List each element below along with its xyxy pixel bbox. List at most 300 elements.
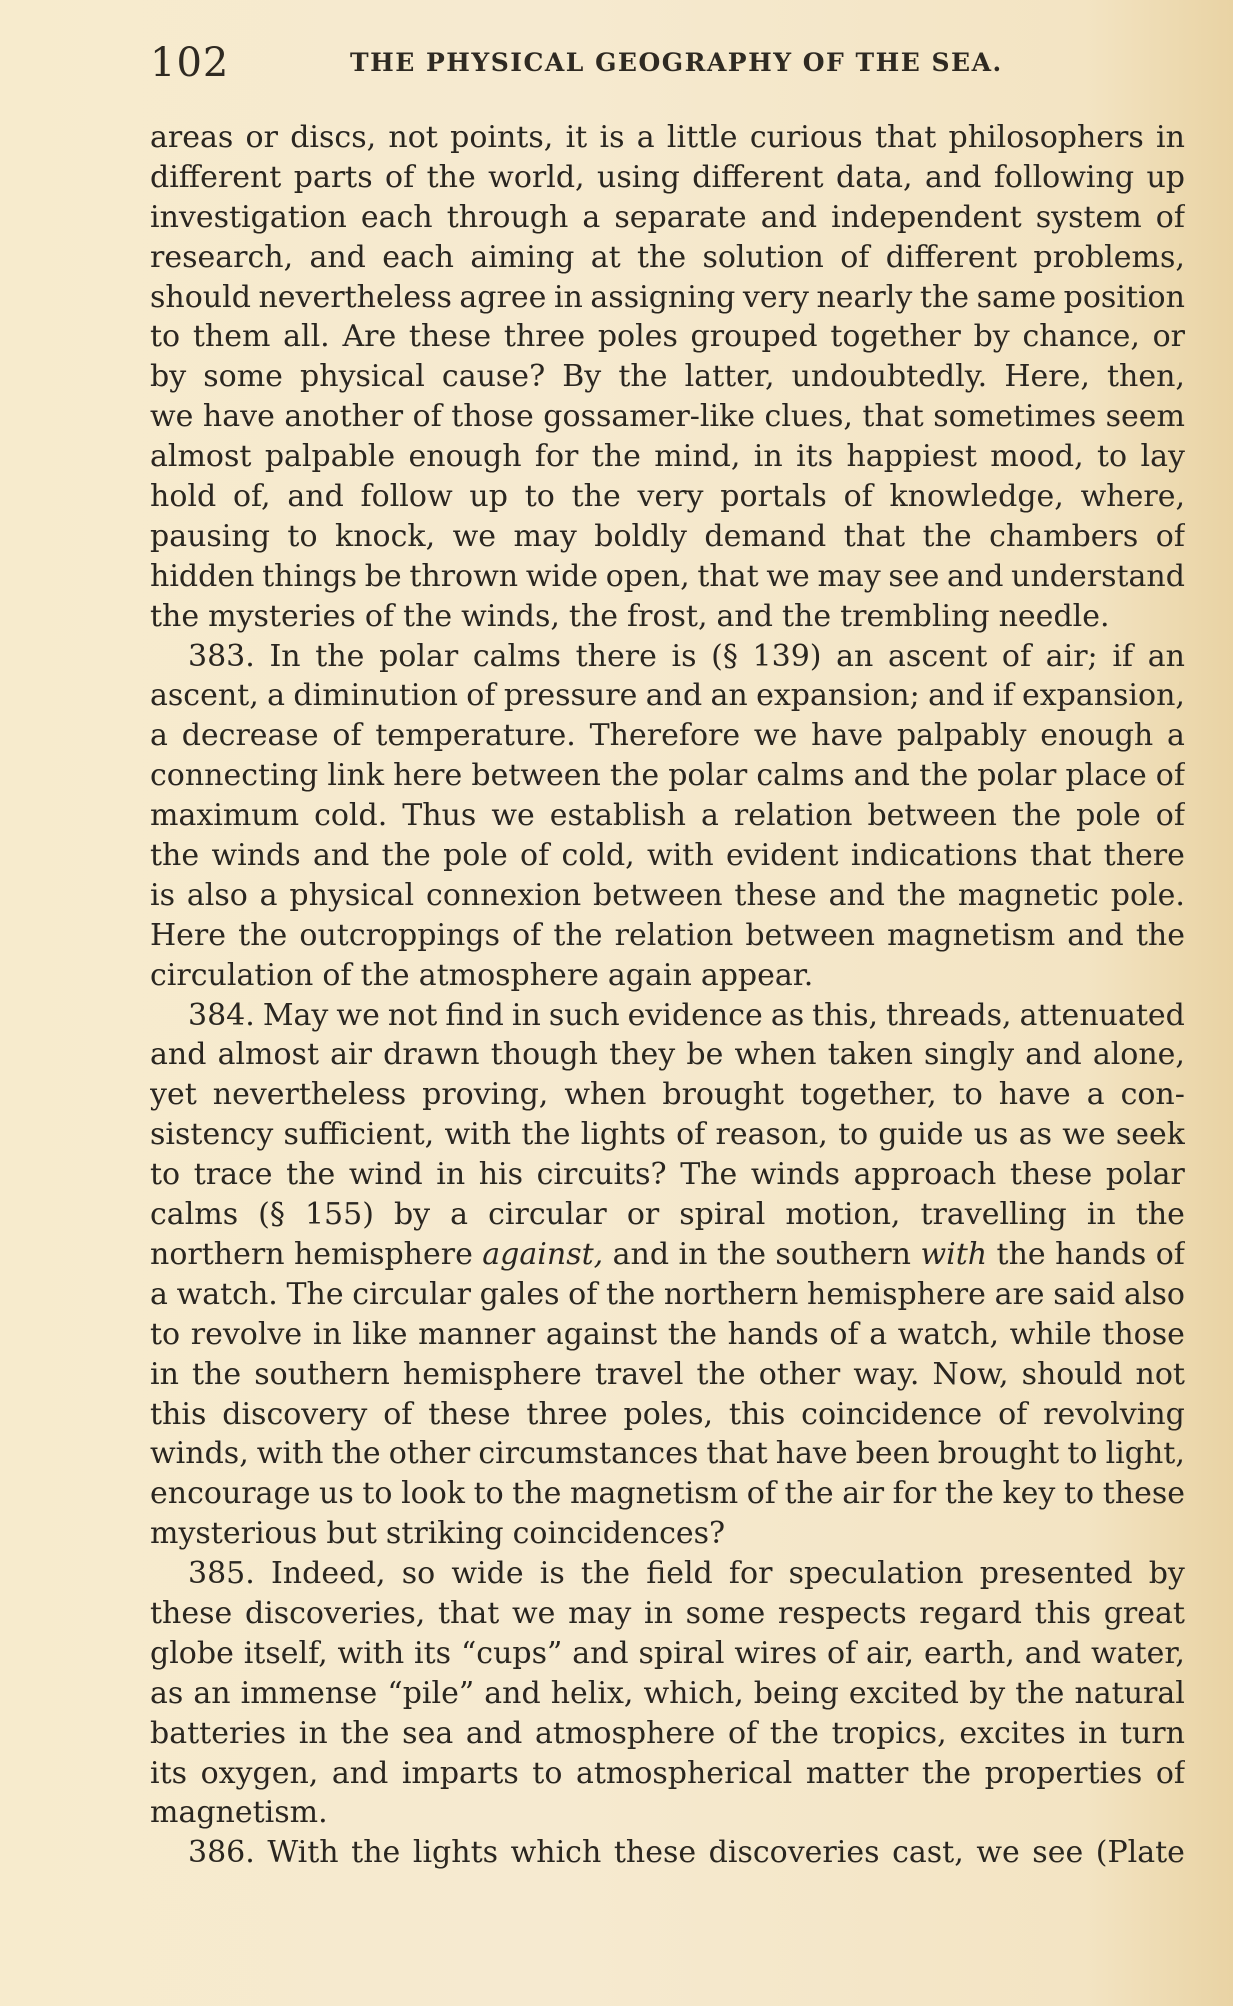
word: agree: [459, 279, 547, 315]
word: threads,: [886, 997, 1012, 1033]
word: the: [192, 1356, 242, 1392]
word: sea: [402, 1715, 454, 1751]
word: these: [428, 1396, 511, 1432]
word: expansion;: [756, 678, 920, 714]
word: an: [836, 638, 874, 674]
word: trace: [193, 1157, 273, 1193]
word: in: [753, 439, 783, 475]
word: its: [796, 439, 834, 475]
word: and: [760, 199, 818, 235]
word: us: [973, 1117, 1009, 1153]
word: and: [947, 558, 1004, 594]
word: we: [976, 1835, 1020, 1871]
word: open,: [605, 558, 690, 594]
word: imparts: [401, 1755, 519, 1791]
word: encourage: [150, 1476, 311, 1512]
word: mysterious: [150, 1516, 318, 1552]
word: that: [843, 518, 906, 554]
word: circular: [488, 1197, 607, 1233]
word: the: [580, 1556, 631, 1592]
word: the: [1015, 1675, 1065, 1711]
word: earth,: [923, 1635, 1015, 1671]
word: cast,: [892, 1835, 964, 1871]
text-line: [150, 198, 1185, 238]
word: attenuated: [1019, 997, 1185, 1033]
word: the: [618, 359, 668, 395]
word: have: [998, 1077, 1071, 1113]
word: nevertheless: [258, 279, 452, 315]
word: hidden: [150, 558, 255, 594]
word: in: [1086, 1197, 1116, 1233]
word: Are: [342, 319, 397, 355]
word: air: [330, 1037, 372, 1073]
word: here: [393, 758, 463, 794]
word: the: [922, 518, 972, 554]
word: and: [287, 479, 344, 515]
word: then,: [1106, 359, 1185, 395]
word: is: [150, 877, 175, 913]
word: the: [381, 838, 431, 874]
word: to: [473, 1476, 504, 1512]
word: follow: [360, 479, 453, 515]
word: poles: [597, 319, 678, 355]
word: in: [1156, 120, 1185, 155]
word: winds: [750, 1157, 841, 1193]
text-line: [150, 1315, 1185, 1355]
word: being: [753, 1675, 839, 1711]
word: polar: [1105, 1157, 1185, 1193]
word: and: [1067, 917, 1124, 953]
word: at: [590, 239, 621, 275]
word: separate: [614, 199, 747, 235]
word: of: [1155, 518, 1185, 554]
word: the: [568, 598, 619, 634]
word: wide: [451, 1556, 524, 1592]
word: discoveries: [708, 1835, 880, 1871]
word: together,: [799, 1077, 937, 1113]
word: 155): [304, 1197, 374, 1233]
running-title: THE PHYSICAL GEOGRAPHY OF THE SEA.: [350, 48, 1003, 77]
word: of: [840, 239, 870, 275]
word: the: [286, 1157, 336, 1193]
word: world,: [488, 159, 585, 195]
word: pole.: [1110, 877, 1185, 913]
word: place: [1065, 758, 1147, 794]
word: problems,: [1033, 239, 1185, 275]
word: magnetism: [570, 1476, 739, 1512]
word: there: [575, 638, 657, 674]
word: The: [286, 1276, 344, 1312]
word: said: [1053, 1276, 1116, 1312]
word: in: [312, 1316, 342, 1352]
word: of: [512, 917, 542, 953]
italic-word: with: [920, 1236, 988, 1272]
word: ascent: [888, 638, 988, 674]
word: Now,: [932, 1356, 1009, 1392]
word: the: [919, 279, 970, 315]
word: or: [245, 120, 278, 155]
word: lights: [580, 1117, 666, 1153]
word: the: [769, 1715, 819, 1751]
word: polar: [977, 758, 1057, 794]
word: as: [150, 1675, 184, 1711]
word: Here: [150, 917, 227, 953]
word: so: [401, 1556, 436, 1592]
word: and: [150, 1037, 207, 1073]
word: together: [830, 319, 961, 355]
word: circumstances: [478, 1436, 699, 1472]
word: and: [331, 1755, 389, 1791]
word: if: [1112, 638, 1134, 674]
word: a: [267, 678, 286, 714]
word: very: [637, 479, 704, 515]
word: to: [150, 1157, 181, 1193]
word: mysteries: [208, 598, 356, 634]
word: up: [469, 479, 508, 515]
word: a: [150, 1276, 168, 1312]
text-line: [150, 676, 1185, 716]
word: northern: [150, 1236, 285, 1272]
word: wires: [734, 1635, 818, 1671]
word: we: [766, 558, 810, 594]
word: and: [484, 1675, 541, 1711]
word: this: [1034, 1595, 1092, 1631]
word: demand: [704, 518, 827, 554]
word: excited: [848, 1675, 960, 1711]
word: relation: [733, 798, 853, 834]
word: an: [1147, 638, 1185, 674]
word: evident: [725, 838, 839, 874]
word: the: [553, 917, 603, 953]
word: these: [408, 319, 492, 355]
word: ascent,: [150, 678, 259, 714]
word: chance,: [1022, 319, 1140, 355]
word: physical: [300, 359, 425, 395]
body-text: [150, 118, 1185, 1873]
word: the: [1135, 917, 1185, 953]
word: for: [534, 439, 579, 475]
word: different: [692, 159, 824, 195]
word: sufficient,: [283, 1117, 435, 1153]
word: not: [387, 997, 438, 1033]
word: to: [952, 1077, 983, 1113]
word: coincidences?: [512, 1516, 726, 1552]
word: way.: [853, 1356, 920, 1392]
word: atmosphere: [535, 1715, 716, 1751]
word: 386.: [188, 1835, 255, 1871]
text-line: [150, 996, 1185, 1036]
word: again: [607, 957, 692, 993]
word: the: [340, 1715, 390, 1751]
text-line: [150, 1195, 1185, 1235]
word: the: [784, 1476, 834, 1512]
word: some: [685, 1595, 766, 1631]
word: different: [885, 239, 1018, 275]
word: these: [1009, 1157, 1093, 1193]
word: the: [696, 1356, 746, 1392]
word: the: [919, 758, 969, 794]
text-line: [150, 118, 1185, 158]
word: between: [867, 798, 997, 834]
word: watch.: [176, 1276, 278, 1312]
word: cause?: [441, 359, 546, 395]
word: that: [437, 1595, 500, 1631]
word: through: [446, 199, 569, 235]
word: and: [1024, 1635, 1082, 1671]
text-line: [150, 1115, 1185, 1155]
word: curious: [749, 120, 863, 155]
word: sistency: [150, 1117, 274, 1153]
text-line: [150, 637, 1185, 677]
word: things: [262, 558, 357, 594]
word: them: [192, 319, 271, 355]
word: though: [490, 1037, 598, 1073]
word: con-: [1120, 1077, 1185, 1113]
word: circular: [352, 1276, 471, 1312]
word: physical: [289, 877, 415, 913]
word: taken: [827, 1037, 913, 1073]
word: not: [388, 120, 438, 155]
word: guide: [878, 1117, 964, 1153]
word: the: [996, 1236, 1046, 1272]
text-line: [150, 477, 1185, 517]
word: hemisphere: [293, 1236, 473, 1272]
word: wide: [525, 558, 599, 594]
word: the: [512, 1476, 562, 1512]
word: proving,: [422, 1077, 549, 1113]
word: the: [521, 1117, 571, 1153]
word: discoveries,: [244, 1595, 426, 1631]
word: the: [606, 1276, 656, 1312]
word: hemisphere: [402, 1356, 582, 1392]
text-line: [150, 158, 1185, 198]
word: its: [150, 1755, 188, 1791]
word: presented: [979, 1556, 1133, 1592]
word: to: [287, 518, 318, 554]
word: a: [150, 718, 168, 754]
word: to: [1096, 439, 1128, 475]
word: all.: [283, 319, 330, 355]
word: manner: [418, 1316, 536, 1352]
word: of: [826, 1635, 857, 1671]
word: the: [571, 479, 621, 515]
word: assigning: [590, 279, 736, 315]
word: nevertheless: [212, 1077, 407, 1113]
word: tropics,: [831, 1715, 947, 1751]
word: be: [364, 558, 402, 594]
word: palpably: [896, 718, 1027, 754]
word: that: [706, 1436, 768, 1472]
word: and: [645, 678, 703, 714]
word: of: [998, 1396, 1028, 1432]
text-line: [150, 557, 1185, 597]
text-line: [150, 1634, 1185, 1674]
word: air;: [1045, 638, 1098, 674]
word: palpable: [264, 439, 396, 475]
word: In: [269, 638, 301, 674]
word: travel: [594, 1356, 684, 1392]
word: decrease: [181, 718, 319, 754]
word: of: [520, 838, 550, 874]
word: to: [150, 1316, 181, 1352]
word: the: [331, 1436, 381, 1472]
word: magnetism: [887, 917, 1056, 953]
text-line: [150, 796, 1185, 836]
word: of: [843, 479, 873, 515]
text-line: [150, 1754, 1185, 1794]
word: these: [150, 1595, 233, 1631]
word: wind: [348, 1157, 423, 1193]
word: link: [327, 758, 385, 794]
word: and: [1025, 1037, 1082, 1073]
word: look: [401, 1476, 465, 1512]
word: 384.: [188, 997, 255, 1033]
word: drawn: [383, 1037, 480, 1073]
word: in: [1078, 1715, 1108, 1751]
word: to: [1067, 1436, 1098, 1472]
word: and: [928, 678, 985, 714]
word: of: [1155, 758, 1185, 794]
word: evidence: [627, 997, 763, 1033]
word: a: [450, 1197, 469, 1233]
word: (§: [258, 1197, 285, 1233]
word: areas: [150, 120, 234, 155]
word: and: [612, 1236, 670, 1272]
word: and: [828, 877, 885, 913]
word: turn: [1119, 1715, 1185, 1751]
word: in: [553, 279, 583, 315]
word: Thus: [402, 798, 477, 834]
word: be: [686, 1037, 724, 1073]
word: and: [853, 758, 910, 794]
word: of: [829, 1316, 859, 1352]
word: independent: [831, 199, 1022, 235]
word: we: [336, 997, 380, 1033]
word: is: [599, 120, 625, 155]
text-line: [150, 876, 1185, 916]
word: brought: [937, 1436, 1060, 1472]
word: have: [202, 399, 275, 435]
word: data,: [836, 159, 913, 195]
word: may: [513, 518, 577, 554]
word: chambers: [989, 518, 1139, 554]
word: by: [969, 1675, 1006, 1711]
word: little: [666, 120, 738, 155]
word: atmosphere: [418, 957, 599, 993]
word: the: [426, 159, 476, 195]
word: some: [203, 359, 283, 395]
word: a: [1086, 1077, 1105, 1113]
word: the: [315, 638, 365, 674]
word: investigation: [150, 199, 347, 235]
word: boldly: [594, 518, 687, 554]
word: clues,: [764, 399, 853, 435]
word: seek: [1115, 1117, 1185, 1153]
word: indications: [850, 838, 1018, 874]
word: its: [414, 1635, 452, 1671]
word: by: [973, 319, 1010, 355]
word: with: [444, 1117, 512, 1153]
word: (Plate: [1095, 1835, 1185, 1871]
text-line: [150, 1434, 1185, 1474]
word: we: [753, 718, 798, 754]
word: of: [727, 1715, 758, 1751]
word: of: [385, 159, 415, 195]
word: magnetism.: [150, 1795, 328, 1831]
text-line: [150, 756, 1185, 796]
word: globe: [150, 1635, 234, 1671]
word: polar: [668, 758, 748, 794]
word: this,: [812, 997, 879, 1033]
word: philosophers: [948, 120, 1144, 155]
word: a: [636, 120, 655, 155]
word: speculation: [788, 1556, 964, 1592]
word: yet: [150, 1077, 197, 1113]
word: the: [896, 877, 946, 913]
word: a: [259, 877, 278, 913]
word: points,: [450, 120, 554, 155]
word: with: [256, 1436, 324, 1472]
word: discs,: [290, 120, 377, 155]
word: winds,: [150, 1436, 249, 1472]
word: such: [548, 997, 620, 1033]
word: Therefore: [589, 718, 741, 754]
word: by: [393, 1197, 431, 1233]
word: these: [613, 1835, 697, 1871]
word: May: [262, 997, 329, 1033]
text-line: [150, 437, 1185, 477]
word: when: [734, 1037, 817, 1073]
word: hold: [150, 479, 217, 515]
word: air,: [866, 1635, 915, 1671]
word: great: [1103, 1595, 1185, 1631]
word: alone,: [1092, 1037, 1185, 1073]
word: for: [728, 1556, 773, 1592]
word: three: [503, 319, 586, 355]
word: it: [565, 120, 588, 155]
word: against: [545, 1316, 658, 1352]
word: almost: [217, 1037, 320, 1073]
word: enough: [1040, 718, 1154, 754]
word: light,: [1105, 1436, 1185, 1472]
word: pressure: [503, 678, 638, 714]
word: of: [746, 1476, 776, 1512]
word: we: [150, 399, 194, 435]
word: as: [770, 997, 805, 1033]
word: respects: [777, 1595, 907, 1631]
text-line: [150, 317, 1185, 357]
word: mood,: [990, 439, 1084, 475]
word: of: [1155, 1755, 1185, 1791]
word: very: [742, 279, 809, 315]
text-line: [150, 1714, 1185, 1754]
word: knock,: [335, 518, 436, 554]
word: have: [811, 718, 884, 754]
word: temperature.: [375, 718, 576, 754]
word: and: [572, 1635, 629, 1671]
word: nearly: [816, 279, 913, 315]
word: if: [992, 678, 1014, 714]
word: find: [445, 997, 504, 1033]
word: establish: [549, 798, 686, 834]
text-line: [150, 916, 1185, 956]
word: to: [532, 1755, 563, 1791]
word: with: [337, 1635, 405, 1671]
word: that: [697, 558, 759, 594]
word: diminution: [293, 678, 458, 714]
word: of: [466, 678, 496, 714]
word: cold.: [314, 798, 388, 834]
